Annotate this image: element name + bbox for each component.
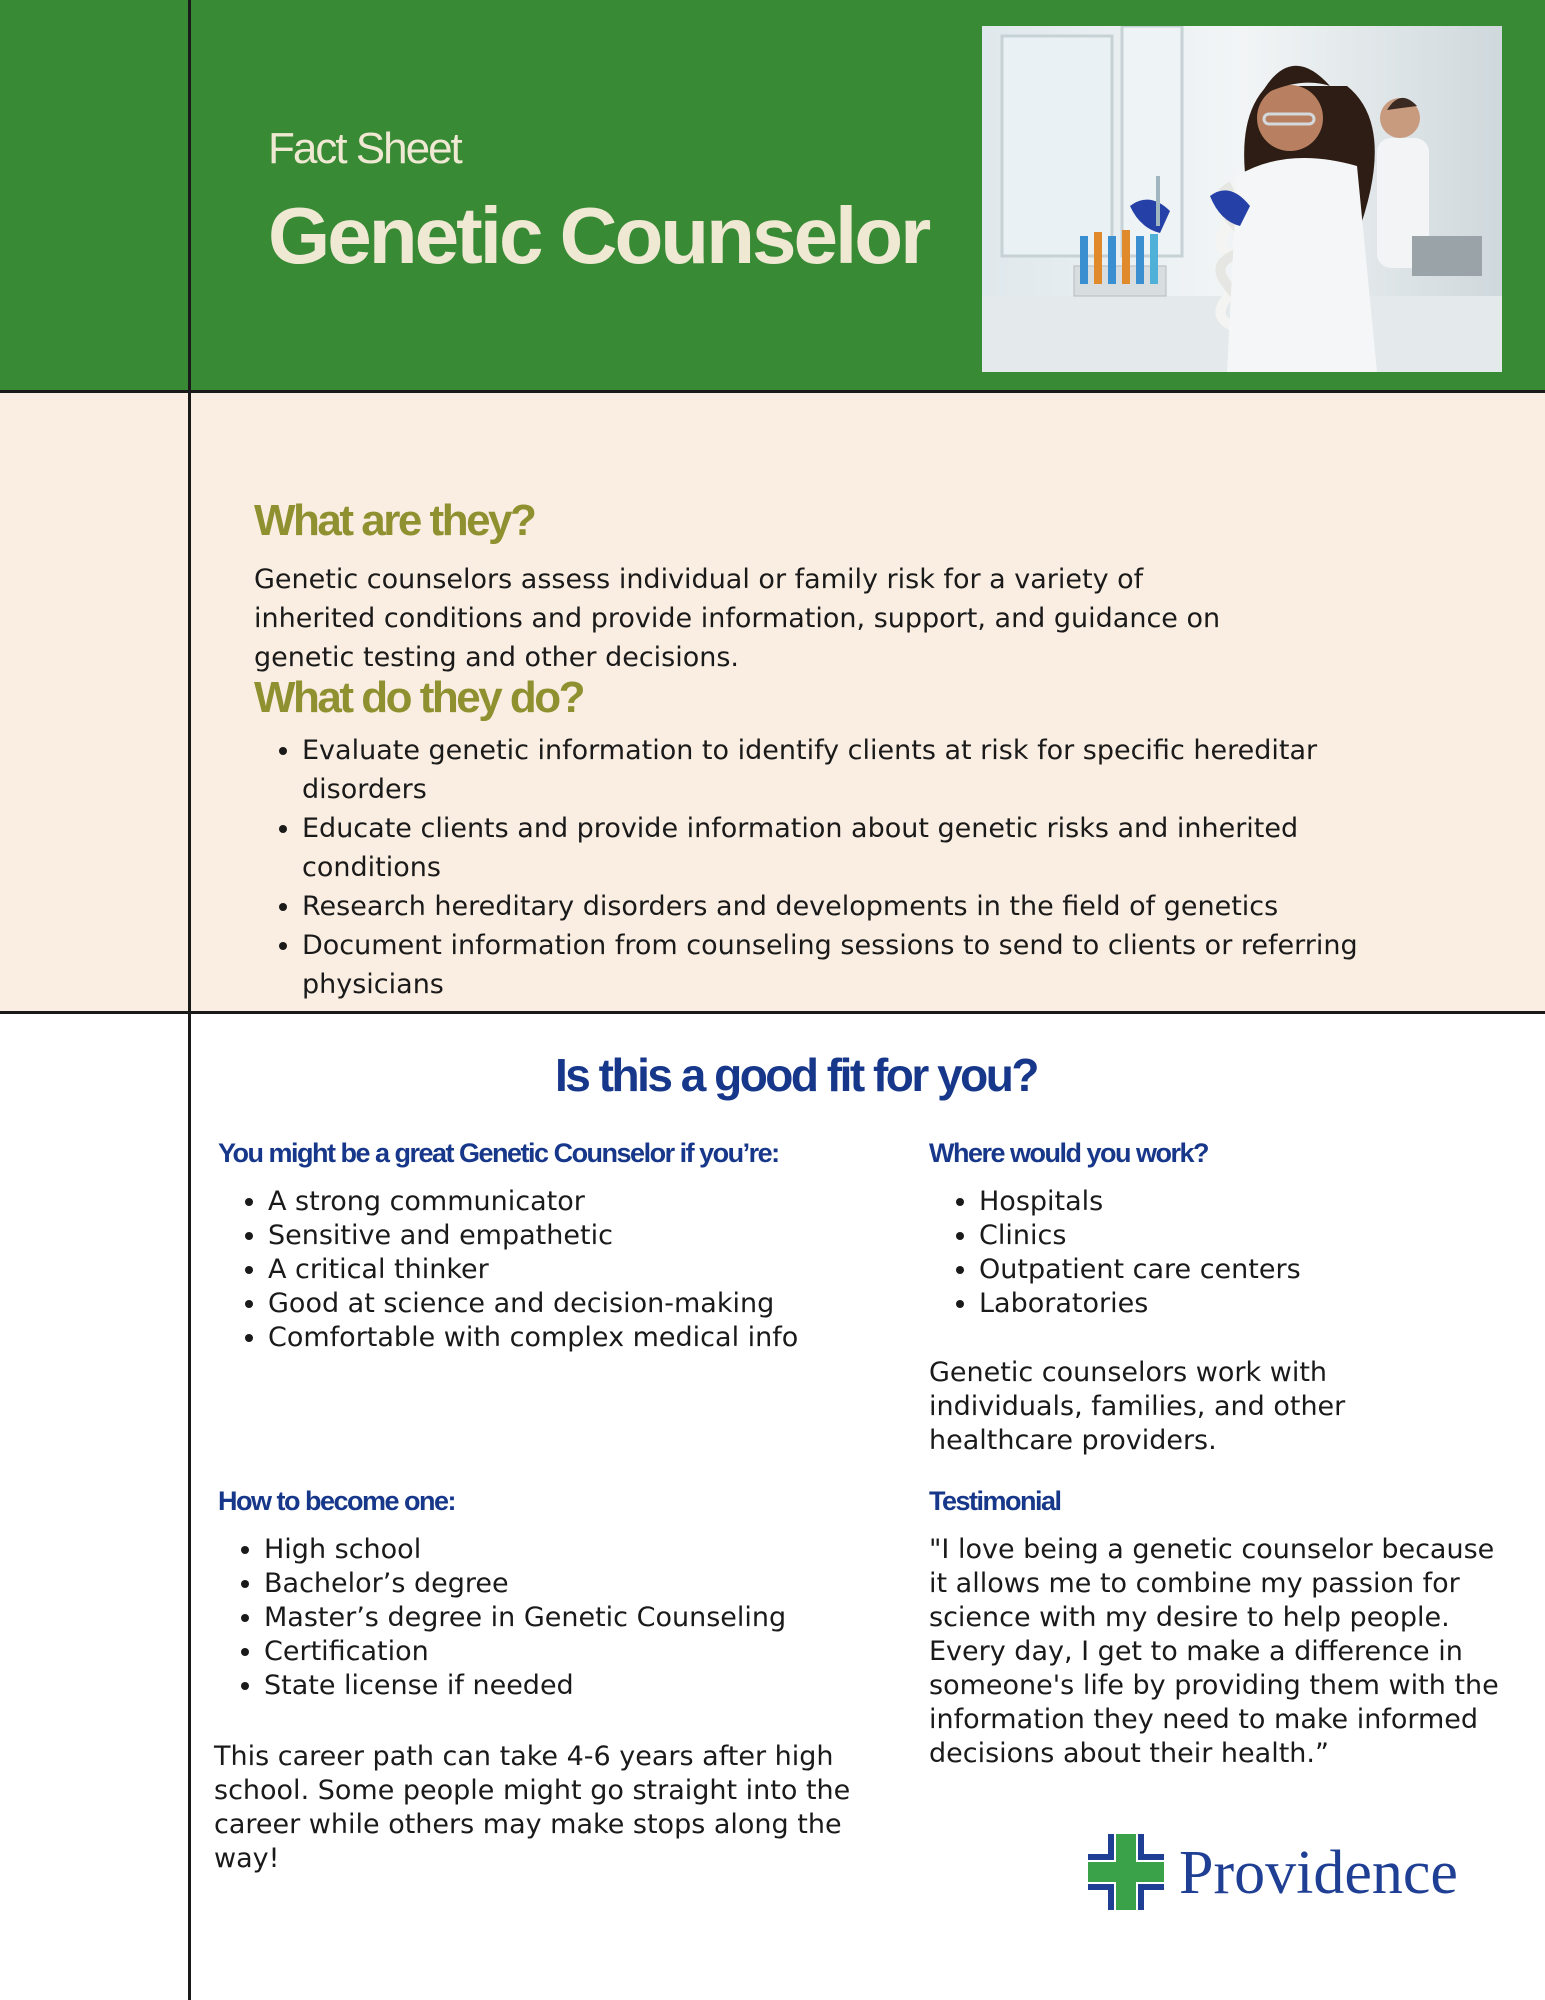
become-heading: How to become one: <box>218 1486 456 1516</box>
list-item: • Bachelor’s degree <box>264 1567 904 1601</box>
divider-top <box>0 390 1545 393</box>
divider-vertical <box>188 0 191 2000</box>
traits-list <box>218 1185 828 1355</box>
list-item: • Hospitals <box>979 1185 1539 1219</box>
list-item: • Document information from counseling sessions to send to clients or referring physicians <box>302 926 1382 1004</box>
lab-photo <box>982 26 1502 372</box>
fit-heading: Is this a good fit for you? <box>555 1049 1037 1101</box>
list-item: • A strong communicator <box>268 1185 828 1219</box>
list-item: • Comfortable with complex medical info <box>268 1321 828 1355</box>
list-item: • Good at science and decision-making <box>268 1287 828 1321</box>
page-title: Genetic Counselor <box>268 191 929 280</box>
testimonial-heading: Testimonial <box>929 1486 1061 1516</box>
list-item: • Educate clients and provide information about genetic risks and inherited conditions <box>302 809 1382 887</box>
become-note: This career path can take 4-6 years after high school. Some people might go straight into the career while others may make stops along the way! <box>214 1741 851 1874</box>
list-item: • Evaluate genetic information to identify clients at risk for specific hereditar disorders <box>302 731 1382 809</box>
what-are-they-text: Genetic counselors assess individual or family risk for a variety of inherited conditions and provide information, support, and guidance on genetic testing and other decisions. <box>254 564 1221 673</box>
traits-heading: You might be a great Genetic Counselor if you’re: <box>218 1138 779 1168</box>
what-do-they-do-heading: What do they do? <box>254 673 584 722</box>
work-heading: Where would you work? <box>929 1138 1209 1168</box>
testimonial-quote: "I love being a genetic counselor because it allows me to combine my passion for science with my desire to help people. Every day, I get to make a difference in someone's life by providing them with the information they need to make informed decisions about their health.” <box>929 1534 1499 1769</box>
list-item: • High school <box>264 1533 904 1567</box>
list-item: • Sensitive and empathetic <box>268 1219 828 1253</box>
list-item: • A critical thinker <box>268 1253 828 1287</box>
providence-logo <box>1086 1832 1526 1912</box>
list-item: • State license if needed <box>264 1669 904 1703</box>
list-item: • Clinics <box>979 1219 1539 1253</box>
list-item: • Outpatient care centers <box>979 1253 1539 1287</box>
duties-list <box>254 731 1382 1004</box>
list-item: • Laboratories <box>979 1287 1539 1321</box>
work-list <box>929 1185 1539 1321</box>
logo-text: Providence <box>1179 1839 1458 1907</box>
header-subtitle: Fact Sheet <box>268 124 461 173</box>
divider-middle <box>0 1011 1545 1014</box>
providence-cross-icon <box>1086 1832 1166 1912</box>
list-item: • Certification <box>264 1635 904 1669</box>
list-item: • Master’s degree in Genetic Counseling <box>264 1601 904 1635</box>
list-item: • Research hereditary disorders and developments in the field of genetics <box>302 887 1382 926</box>
work-note: Genetic counselors work with individuals, families, and other healthcare providers. <box>929 1357 1346 1456</box>
become-list <box>218 1533 904 1703</box>
what-are-they-heading: What are they? <box>254 496 535 545</box>
